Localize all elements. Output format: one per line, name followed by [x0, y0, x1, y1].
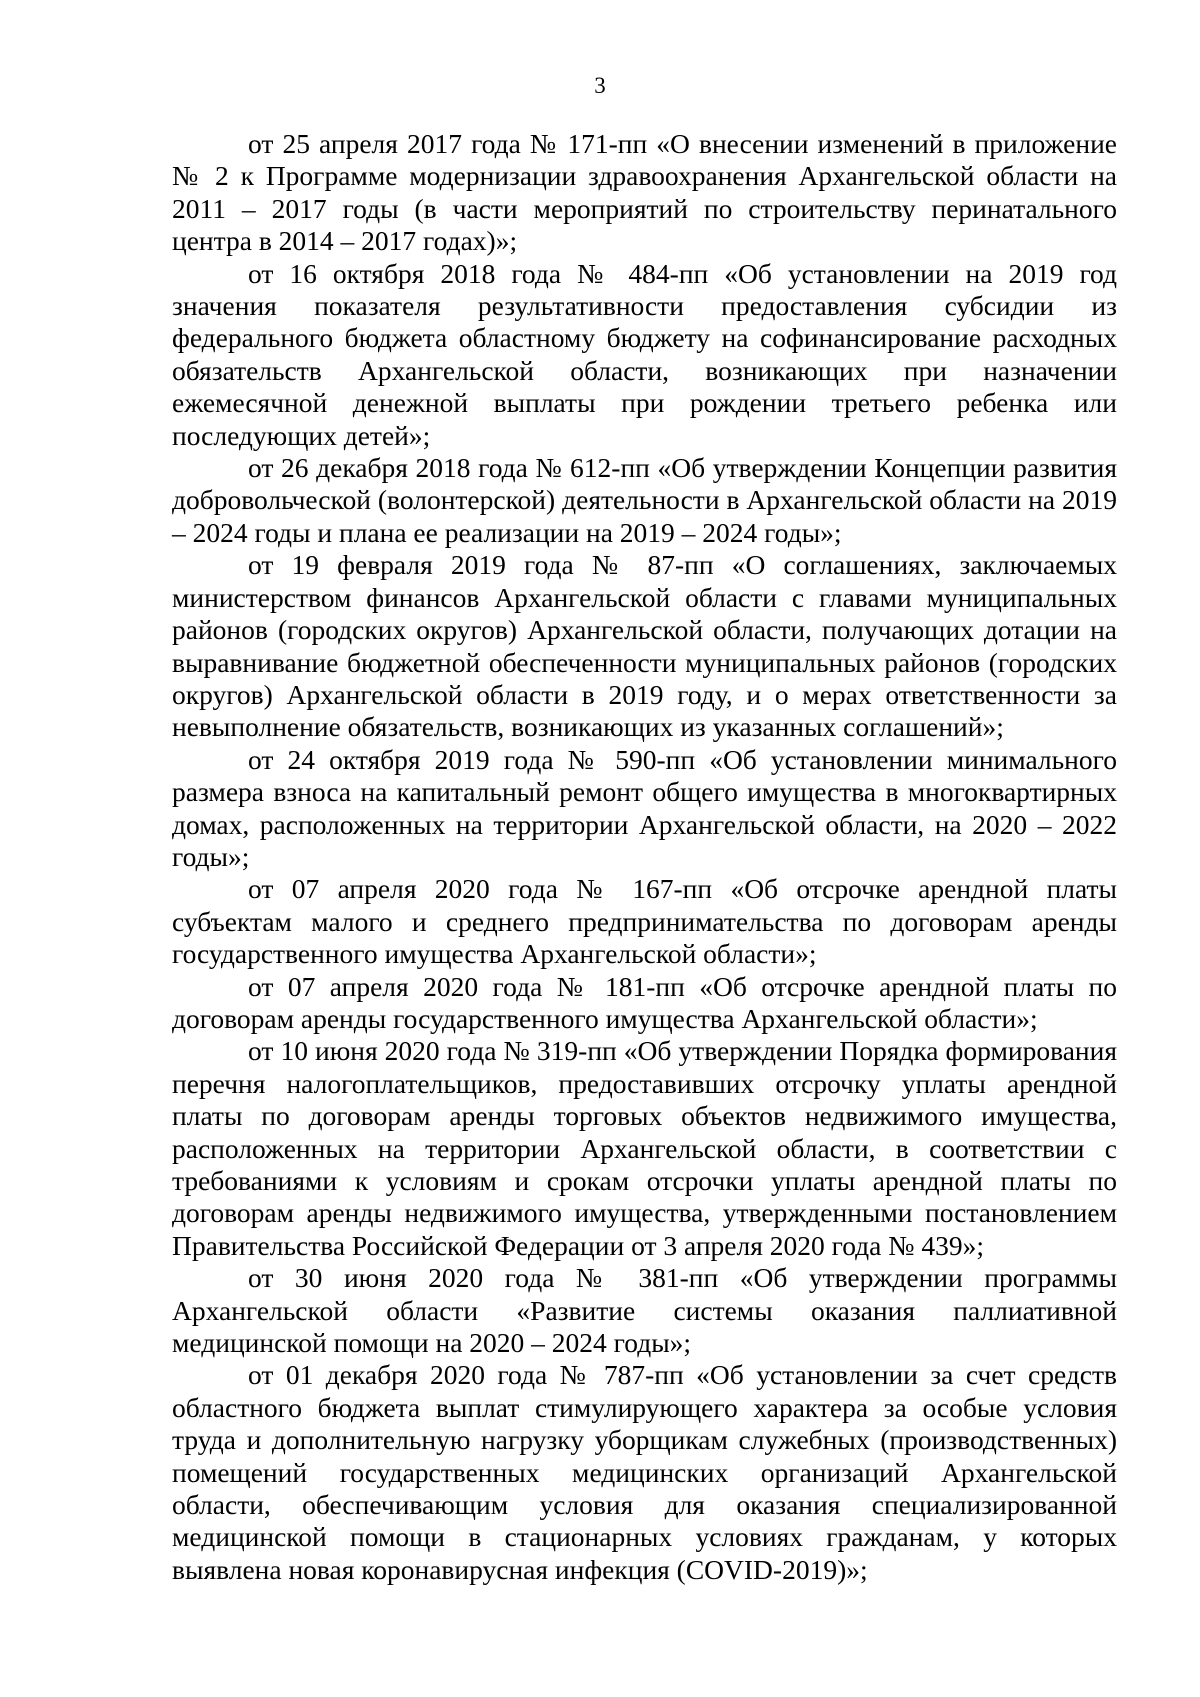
paragraph-decree-590: от 24 октября 2019 года № 590-пп «Об установлении минимального размера взноса на капитальный ремонт общего имущества в многоквартирных домах, расположенных на территории Архангельской области, на 2020 – 2022 годы»; [172, 743, 1117, 872]
document-body [172, 128, 1117, 1586]
paragraph-decree-319: от 10 июня 2020 года № 319-пп «Об утверждении Порядка формирования перечня налогоплательщиков, предоставивших отсрочку уплаты арендной платы по договорам аренды торговых объектов недвижимого имущества, расположенных на территории Архангельской области, в соответствии с требованиями к условиям и срокам отсрочки уплаты арендной платы по договорам аренды недвижимого имущества, утвержденными постановлением Правительства Российской Федерации от 3 апреля 2020 года № 439»; [172, 1035, 1117, 1261]
paragraph-decree-381: от 30 июня 2020 года № 381-пп «Об утверждении программы Архангельской области «Развитие системы оказания паллиативной медицинской помощи на 2020 – 2024 годы»; [172, 1262, 1117, 1359]
paragraph-decree-787: от 01 декабря 2020 года № 787-пп «Об установлении за счет средств областного бюджета выплат стимулирующего характера за особые условия труда и дополнительную нагрузку уборщикам служебных (производственных) помещений государственных медицинских организаций Архангельской области, обеспечивающим условия для оказания специализированной медицинской помощи в стационарных условиях гражданам, у которых выявлена новая коронавирусная инфекция (COVID-2019)»; [172, 1359, 1117, 1585]
paragraph-decree-87: от 19 февраля 2019 года № 87-пп «О соглашениях, заключаемых министерством финансов Архангельской области с главами муниципальных районов (городских округов) Архангельской области, получающих дотации на выравнивание бюджетной обеспеченности муниципальных районов (городских округов) Архангельской области в 2019 году, и о мерах ответственности за невыполнение обязательств, возникающих из указанных соглашений»; [172, 549, 1117, 743]
paragraph-decree-612: от 26 декабря 2018 года № 612-пп «Об утверждении Концепции развития добровольческой (волонтерской) деятельности в Архангельской области на 2019 – 2024 годы и плана ее реализации на 2019 – 2024 годы»; [172, 452, 1117, 548]
paragraph-decree-171: от 25 апреля 2017 года № 171-пп «О внесении изменений в приложение № 2 к Программе модернизации здравоохранения Архангельской области на 2011 – 2017 годы (в части мероприятий по строительству перинатального центра в 2014 – 2017 годах)»; [172, 128, 1117, 257]
paragraph-decree-484: от 16 октября 2018 года № 484-пп «Об установлении на 2019 год значения показателя результативности предоставления субсидии из федерального бюджета областному бюджету на софинансирование расходных обязательств Архангельской области, возникающих при назначении ежемесячной денежной выплаты при рождении третьего ребенка или последующих детей»; [172, 257, 1117, 451]
paragraph-decree-181: от 07 апреля 2020 года № 181-пп «Об отсрочке арендной платы по договорам аренды государственного имущества Архангельской области»; [172, 970, 1117, 1034]
page-number: 3 [594, 73, 606, 98]
paragraph-decree-167: от 07 апреля 2020 года № 167-пп «Об отсрочке арендной платы субъектам малого и среднего предпринимательства по договорам аренды государственного имущества Архангельской области»; [172, 873, 1117, 970]
